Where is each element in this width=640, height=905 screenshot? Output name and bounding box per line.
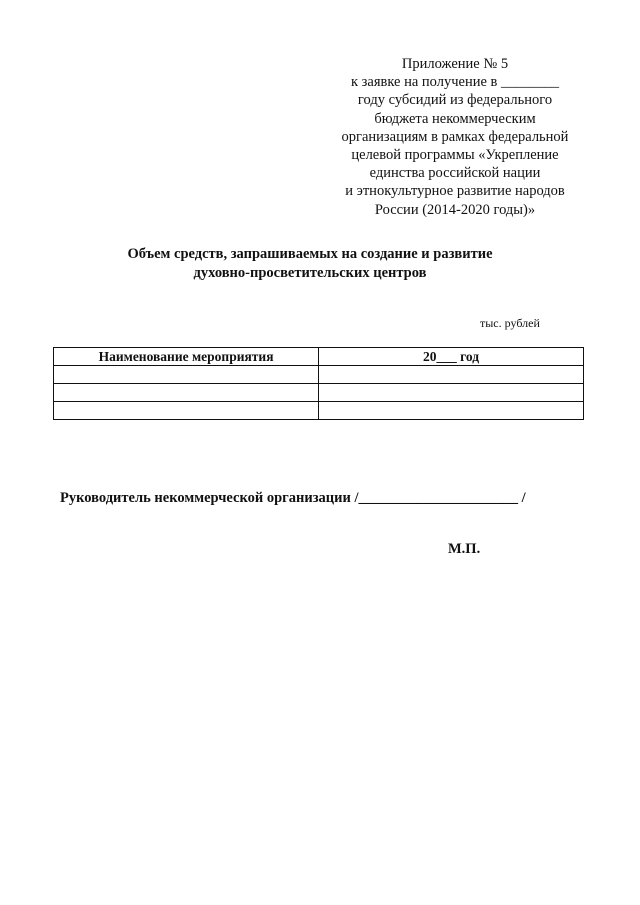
title-line: духовно-просветительских центров	[193, 265, 427, 281]
table-cell	[54, 402, 319, 420]
annex-line: к заявке на получение в ________	[351, 74, 559, 91]
annex-line: целевой программы «Укрепление	[351, 147, 559, 164]
annex-line: и этнокультурное развитие народов	[345, 183, 565, 200]
table-header-row	[54, 348, 584, 366]
annex-line: России (2014-2020 годы)»	[374, 201, 536, 218]
table-row	[54, 402, 584, 420]
annex-line: году субсидий из федерального	[357, 92, 553, 109]
header-event-name: Наименование мероприятия	[54, 348, 319, 366]
table-cell	[319, 366, 584, 384]
annex-line: единства российской нации	[369, 165, 541, 182]
table-row	[54, 366, 584, 384]
document-title	[60, 245, 560, 283]
table-cell	[54, 366, 319, 384]
annex-block	[330, 55, 580, 219]
annex-line: организациям в рамках федеральной	[341, 128, 569, 145]
table-cell	[54, 384, 319, 402]
units-label: тыс. рублей	[480, 316, 540, 330]
stamp-mark: М.П.	[448, 541, 481, 557]
signature-line: Руководитель некоммерческой организации /______________________ /	[60, 490, 526, 506]
annex-line: бюджета некоммерческим	[374, 110, 536, 127]
header-year: 20___ год	[319, 348, 584, 366]
table-cell	[319, 402, 584, 420]
events-table	[53, 347, 584, 420]
annex-line: Приложение № 5	[401, 56, 509, 72]
table-cell	[319, 384, 584, 402]
title-line: Объем средств, запрашиваемых на создание и развитие	[127, 246, 493, 262]
table-row	[54, 384, 584, 402]
